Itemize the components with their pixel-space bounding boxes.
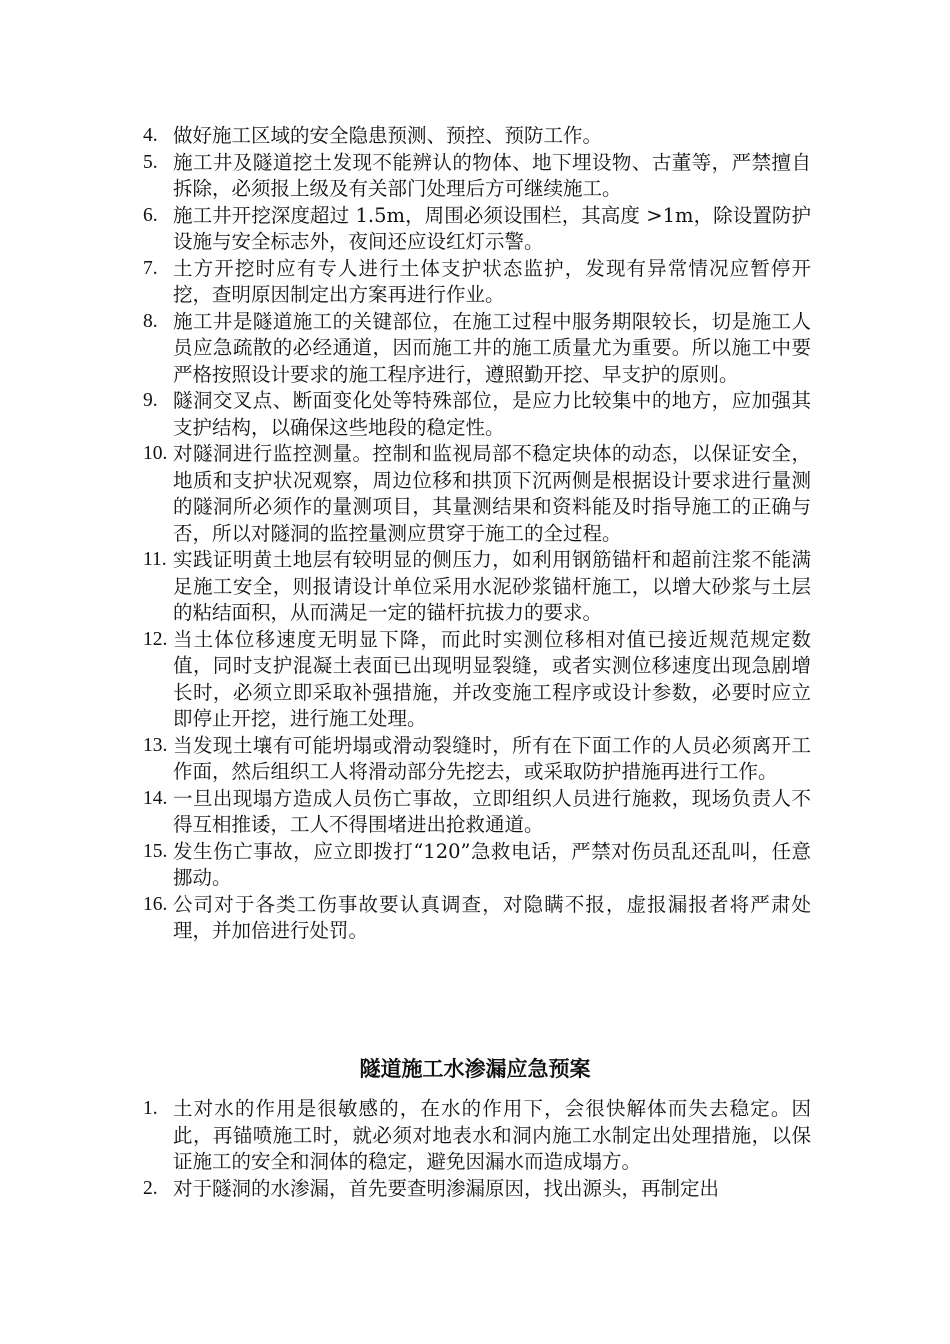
list-item xyxy=(143,627,811,733)
item-text: 做好施工区域的安全隐患预测、预控、预防工作。 xyxy=(173,124,603,147)
list-item xyxy=(143,733,811,786)
list-item xyxy=(143,1096,811,1176)
item-text: 施工井及隧道挖土发现不能辨认的物体、地下埋设物、古董等，严禁擅自拆除，必须报上级及有关部门处理后方可继续施工。 xyxy=(173,150,811,200)
item-number: 2. xyxy=(143,1177,158,1199)
list-item xyxy=(143,388,811,441)
section-title: 隧道施工水渗漏应急预案 xyxy=(359,1056,591,1081)
list-item xyxy=(143,786,811,839)
item-text: 隧洞交叉点、断面变化处等特殊部位，是应力比较集中的地方，应加强其支护结构，以确保这些地段的稳定性。 xyxy=(173,389,811,439)
list-item xyxy=(143,150,811,203)
list-item xyxy=(143,441,811,547)
safety-measures-list xyxy=(143,123,811,945)
item-number: 11. xyxy=(143,549,167,570)
item-text: 土方开挖时应有专人进行土体支护状态监护，发现有异常情况应暂停开挖，查明原因制定出方案再进行作业。 xyxy=(173,256,811,306)
item-text: 对于隧洞的水渗漏，首先要查明渗漏原因，找出源头，再制定出 xyxy=(173,1176,720,1200)
item-number: 13. xyxy=(143,734,168,756)
item-text: 对隧洞进行监控测量。控制和监视局部不稳定块体的动态，以保证安全，地质和支护状况观察，周边位移和拱顶下沉两侧是根据设计要求进行量测的隧洞所必须作的量测项目，其量测结果和资料能及时指导施工的正确与否，所以对隧洞的监控量测应贯穿于施工的全过程。 xyxy=(173,442,811,545)
item-text: 发生伤亡事故，应立即拨打“120”急救电话，严禁对伤员乱还乱叫，任意挪动。 xyxy=(173,839,811,889)
water-leakage-plan-list xyxy=(143,1096,811,1202)
list-item xyxy=(143,892,811,945)
item-number: 5. xyxy=(143,151,158,173)
item-number: 15. xyxy=(143,840,168,862)
item-number: 8. xyxy=(143,310,158,332)
item-text: 公司对于各类工伤事故要认真调查，对隐瞒不报，虚报漏报者将严肃处理，并加倍进行处罚。 xyxy=(173,892,811,942)
item-text: 施工井开挖深度超过 1.5m，周围必须设围栏，其高度 >1m，除设置防护设施与安全标志外，夜间还应设红灯示警。 xyxy=(173,203,811,253)
item-number: 1. xyxy=(143,1098,158,1119)
list-item xyxy=(143,1176,811,1203)
list-item xyxy=(143,256,811,309)
list-item xyxy=(143,309,811,389)
item-number: 12. xyxy=(143,628,168,650)
item-number: 4. xyxy=(143,125,158,146)
item-number: 9. xyxy=(143,390,158,411)
item-number: 14. xyxy=(143,787,168,809)
item-number: 16. xyxy=(143,893,168,915)
list-item xyxy=(143,123,811,150)
item-text: 一旦出现塌方造成人员伤亡事故，立即组织人员进行施救，现场负责人不得互相推诿，工人不得围堵进出抢救通道。 xyxy=(173,786,811,836)
item-number: 10. xyxy=(143,443,168,464)
item-number: 7. xyxy=(143,257,158,279)
item-text: 当发现土壤有可能坍塌或滑动裂缝时，所有在下面工作的人员必须离开工作面，然后组织工人将滑动部分先挖去，或采取防护措施再进行工作。 xyxy=(173,733,811,783)
item-text: 施工井是隧道施工的关键部位，在施工过程中服务期限较长，切是施工人员应急疏散的必经通道，因而施工井的施工质量尤为重要。所以施工中要严格按照设计要求的施工程序进行，遵照勤开挖、早支护的原则。 xyxy=(173,309,811,386)
item-text: 土对水的作用是很敏感的，在水的作用下，会很快解体而失去稳定。因此，再锚喷施工时，就必须对地表水和洞内施工水制定出处理措施，以保证施工的安全和洞体的稳定，避免因漏水而造成塌方。 xyxy=(173,1097,811,1173)
list-item xyxy=(143,547,811,627)
item-number: 6. xyxy=(143,204,158,226)
list-item xyxy=(143,839,811,892)
item-text: 实践证明黄土地层有较明显的侧压力，如利用钢筋锚杆和超前注浆不能满足施工安全，则报请设计单位采用水泥砂浆锚杆施工，以增大砂浆与土层的粘结面积，从而满足一定的锚杆抗拔力的要求。 xyxy=(173,548,811,624)
item-text: 当土体位移速度无明显下降，而此时实测位移相对值已接近规范规定数值，同时支护混凝土表面已出现明显裂缝，或者实测位移速度出现急剧增长时，必须立即采取补强措施，并改变施工程序或设计参数，必要时应立即停止开挖，进行施工处理。 xyxy=(173,627,811,730)
list-item xyxy=(143,203,811,256)
